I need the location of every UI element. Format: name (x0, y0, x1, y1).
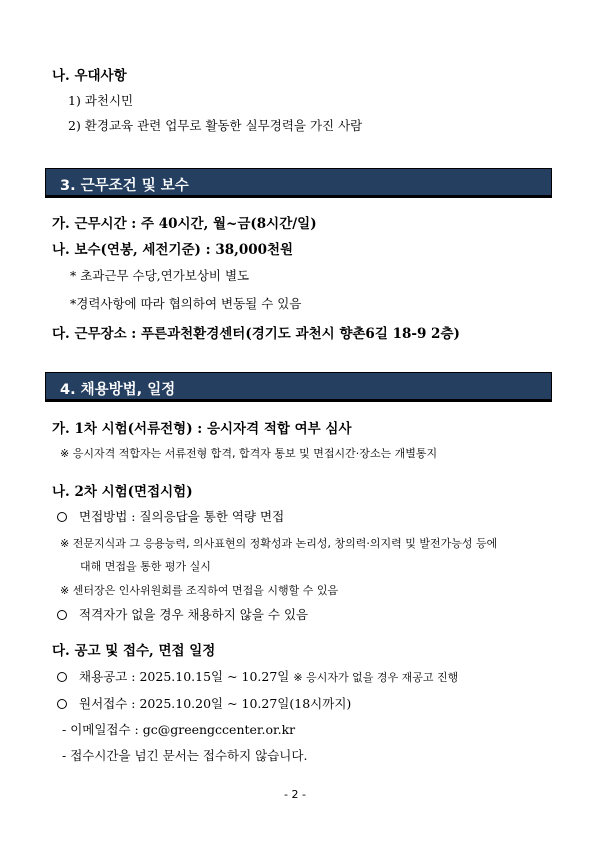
round-2-heading: 나. 2차 시험(면접시험) (52, 484, 193, 500)
salary-note-1: * 초과근무 수당,연가보상비 별도 (70, 268, 250, 283)
round-2-note-2: ※ 센터장은 인사위원회를 조직하여 면접을 시행할 수 있음 (60, 584, 339, 597)
work-place: 다. 근무장소 : 푸른과천환경센터(경기도 과천시 향촌6길 18-9 2층) (52, 326, 460, 342)
circle-bullet-icon (57, 699, 67, 709)
circle-bullet-icon (57, 672, 67, 682)
section-3-title: 3. 근무조건 및 보수 (60, 178, 189, 194)
circle-bullet-icon (57, 610, 67, 620)
section-4-banner (45, 372, 552, 402)
notice-period-text: 채용공고 : 2025.10.15일 ~ 10.27일 (79, 669, 290, 684)
circle-bullet-icon (57, 512, 67, 522)
application-period (57, 694, 351, 712)
salary-note-2: *경력사항에 따라 협의하여 변동될 수 있음 (70, 296, 302, 311)
round-1-note: ※ 응시자격 적합자는 서류전형 합격, 합격자 통보 및 면접시간·장소는 개별통지 (60, 447, 438, 460)
notice-period-note: ※ 응시자가 없을 경우 재공고 진행 (293, 671, 459, 684)
round-2-method (57, 507, 284, 525)
preference-item-2: 2) 환경교육 관련 업무로 활동한 실무경력을 가진 사람 (68, 118, 363, 133)
round-2-note-1a: ※ 전문지식과 그 응용능력, 의사표현의 정확성과 논리성, 창의력·의지력 및 발전가능성 등에 (60, 537, 498, 550)
round-2-none (57, 605, 308, 623)
section-4-title: 4. 채용방법, 일정 (60, 382, 176, 398)
work-hours: 가. 근무시간 : 주 40시간, 월~금(8시간/일) (52, 216, 317, 232)
preference-heading: 나. 우대사항 (52, 68, 127, 84)
salary: 나. 보수(연봉, 세전기준) : 38,000천원 (52, 242, 294, 258)
email-submission: - 이메일접수 : gc@greengccenter.or.kr (62, 722, 296, 737)
notice-period (57, 667, 458, 685)
page-number: - 2 - (284, 788, 306, 801)
section-3-banner (45, 168, 552, 198)
late-submission-note: - 접수시간을 넘긴 문서는 접수하지 않습니다. (62, 748, 308, 763)
round-1-heading: 가. 1차 시험(서류전형) : 응시자격 적합 여부 심사 (52, 421, 352, 437)
round-2-none-text: 적격자가 없을 경우 채용하지 않을 수 있음 (79, 607, 309, 622)
round-2-method-text: 면접방법 : 질의응답을 통한 역량 면접 (79, 509, 285, 524)
application-period-text: 원서접수 : 2025.10.20일 ~ 10.27일(18시까지) (79, 696, 352, 711)
schedule-heading: 다. 공고 및 접수, 면접 일정 (52, 643, 216, 659)
preference-item-1: 1) 과천시민 (68, 93, 134, 108)
round-2-note-1b: 대해 면접을 통한 평가 실시 (80, 560, 211, 573)
